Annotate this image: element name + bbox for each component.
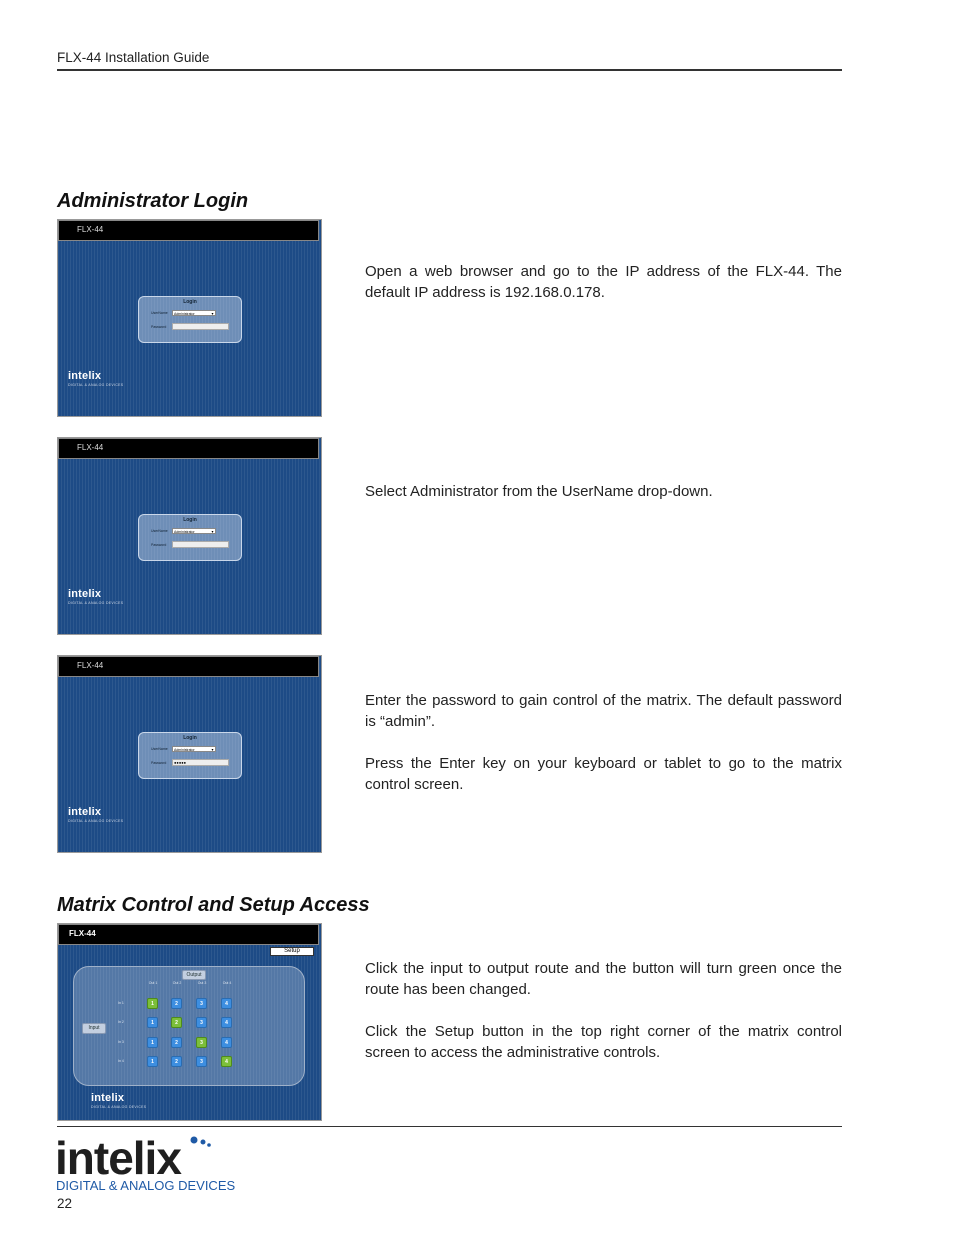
intelix-logo: intelix xyxy=(68,806,102,818)
intelix-logo-sub: DIGITAL & ANALOG DEVICES xyxy=(91,1105,147,1109)
output-tag: Output xyxy=(182,970,206,980)
username-label: UserName xyxy=(151,311,168,315)
intelix-logo: intelix xyxy=(68,370,102,382)
page-number: 22 xyxy=(57,1196,73,1211)
username-value: Administrator xyxy=(174,530,195,534)
device-title: FLX-44 xyxy=(77,661,104,670)
username-select[interactable] xyxy=(172,746,216,752)
output-column-label: Out 2 xyxy=(172,981,182,985)
username-select[interactable] xyxy=(172,310,216,316)
footer-rule xyxy=(57,1126,842,1127)
title-bar xyxy=(58,220,319,241)
login-box xyxy=(138,296,242,343)
paragraph-text: Click the Setup button in the top right corner of the matrix control screen to access the administrative controls. xyxy=(365,1023,842,1061)
route-button[interactable]: 4 xyxy=(221,1017,232,1028)
password-label: Password xyxy=(151,543,167,547)
chevron-down-icon: ▾ xyxy=(211,747,214,752)
logo-dot xyxy=(207,1143,211,1147)
route-button[interactable]: 2 xyxy=(171,1017,182,1028)
intelix-logo-sub: DIGITAL & ANALOG DEVICES xyxy=(68,601,124,605)
paragraph-open-browser xyxy=(365,261,842,303)
username-select[interactable] xyxy=(172,528,216,534)
title-bar xyxy=(58,656,319,677)
paragraph-select-admin xyxy=(365,481,842,502)
chevron-down-icon: ▾ xyxy=(211,311,214,316)
output-column-label: Out 3 xyxy=(197,981,207,985)
route-button[interactable]: 1 xyxy=(147,1056,158,1067)
paragraph-matrix-route xyxy=(365,958,842,1063)
chevron-down-icon: ▾ xyxy=(211,529,214,534)
title-bar xyxy=(58,924,319,945)
logo-dot xyxy=(201,1140,206,1145)
logo-wordmark: intelix xyxy=(55,1132,181,1184)
route-button[interactable]: 3 xyxy=(196,1056,207,1067)
logo-tagline: DIGITAL & ANALOG DEVICES xyxy=(56,1178,235,1193)
footer-logo xyxy=(55,1130,235,1201)
password-label: Password xyxy=(151,325,167,329)
route-button[interactable]: 4 xyxy=(221,998,232,1009)
login-screenshot-1 xyxy=(57,219,322,417)
setup-button[interactable]: Setup xyxy=(270,947,314,956)
paragraph-text: Open a web browser and go to the IP address of the FLX-44. The default IP address is 192.168.0.178. xyxy=(365,263,842,301)
intelix-brand-logo xyxy=(55,1130,235,1196)
route-button[interactable]: 2 xyxy=(171,998,182,1009)
route-button[interactable]: 2 xyxy=(171,1056,182,1067)
route-button[interactable]: 4 xyxy=(221,1037,232,1048)
login-title: Login xyxy=(183,517,197,523)
device-title: FLX-44 xyxy=(69,929,96,938)
route-button[interactable]: 1 xyxy=(147,1037,158,1048)
input-tag: Input xyxy=(82,1023,106,1034)
logo-dot xyxy=(191,1137,198,1144)
login-title: Login xyxy=(183,735,197,741)
matrix-screenshot xyxy=(57,923,322,1121)
route-button[interactable]: 1 xyxy=(147,998,158,1009)
input-row-label: In 1 xyxy=(118,1001,124,1005)
login-screenshot-3 xyxy=(57,655,322,853)
intelix-logo-sub: DIGITAL & ANALOG DEVICES xyxy=(68,383,124,387)
intelix-logo: intelix xyxy=(68,588,102,600)
title-bar xyxy=(58,438,319,459)
username-value: Administrator xyxy=(174,312,195,316)
input-row-label: In 4 xyxy=(118,1059,124,1063)
input-row-label: In 2 xyxy=(118,1020,124,1024)
intelix-logo: intelix xyxy=(91,1092,125,1104)
route-button[interactable]: 3 xyxy=(196,1037,207,1048)
route-button[interactable]: 2 xyxy=(171,1037,182,1048)
login-screenshot-2 xyxy=(57,437,322,635)
password-field[interactable] xyxy=(172,541,229,548)
device-title: FLX-44 xyxy=(77,225,104,234)
username-value: Administrator xyxy=(174,748,195,752)
paragraph-text: Enter the password to gain control of the matrix. The default password is “admin”. xyxy=(365,692,842,730)
route-button[interactable]: 4 xyxy=(221,1056,232,1067)
password-field[interactable]: ●●●●● xyxy=(172,759,229,766)
header-rule xyxy=(57,69,842,71)
username-label: UserName xyxy=(151,529,168,533)
route-button[interactable]: 3 xyxy=(196,1017,207,1028)
paragraph-enter-password xyxy=(365,690,842,795)
output-column-label: Out 1 xyxy=(148,981,158,985)
paragraph-text: Click the input to output route and the button will turn green once the route has been changed. xyxy=(365,960,842,998)
username-label: UserName xyxy=(151,747,168,751)
password-label: Password xyxy=(151,761,167,765)
device-title: FLX-44 xyxy=(77,443,104,452)
password-field[interactable] xyxy=(172,323,229,330)
output-column-label: Out 4 xyxy=(222,981,232,985)
running-header: FLX-44 Installation Guide xyxy=(57,50,210,65)
matrix-panel xyxy=(73,966,305,1086)
route-button[interactable]: 1 xyxy=(147,1017,158,1028)
paragraph-text: Select Administrator from the UserName drop-down. xyxy=(365,483,713,500)
paragraph-text: Press the Enter key on your keyboard or tablet to go to the matrix control screen. xyxy=(365,755,842,793)
input-row-label: In 3 xyxy=(118,1040,124,1044)
login-box xyxy=(138,732,242,779)
section-title-admin-login: Administrator Login xyxy=(57,190,249,212)
login-box xyxy=(138,514,242,561)
route-button[interactable]: 3 xyxy=(196,998,207,1009)
intelix-logo-sub: DIGITAL & ANALOG DEVICES xyxy=(68,819,124,823)
section-title-matrix: Matrix Control and Setup Access xyxy=(57,894,370,916)
login-title: Login xyxy=(183,299,197,305)
